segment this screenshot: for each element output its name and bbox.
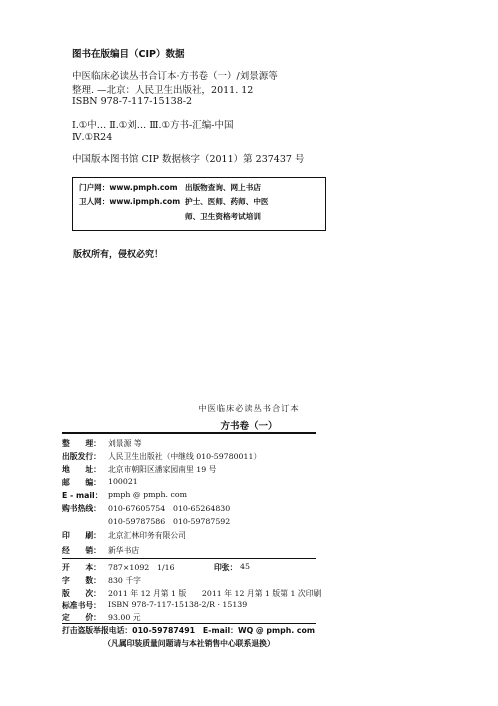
row-label: 字 数：	[62, 576, 101, 585]
row-label: 整 理：	[62, 439, 101, 448]
cip-heading: 图书在版编目（CIP）数据	[72, 49, 185, 60]
row-value: pmph @ pmph. com	[108, 490, 187, 499]
piracy-report-line: 打击盗版举报电话：010-59787491 E-mail：WQ @ pmph. com	[62, 626, 316, 635]
row-value: 北京市朝阳区潘家园南里 19 号	[108, 465, 217, 474]
row-label: 地 址：	[62, 465, 101, 474]
row-label: 版 次：	[62, 589, 101, 598]
row-value: 93.00 元	[108, 613, 141, 622]
row-label: E - mail：	[62, 491, 103, 500]
row-label: 印 刷：	[62, 531, 101, 540]
series-title: 中医临床必读丛书合订本	[198, 403, 300, 413]
book-title: 方书卷（一）	[220, 421, 278, 432]
row-value: 100021	[108, 477, 138, 486]
divider	[62, 623, 316, 624]
health-description-2: 师、卫生资格考试培训	[185, 212, 261, 221]
row-value: 787×1092 1/16	[108, 563, 175, 572]
sheets-label: 印张：	[214, 563, 238, 572]
row-label: 经 销：	[62, 546, 101, 555]
row-label: 开 本：	[62, 563, 101, 572]
row-value: ISBN 978-7-117-15138-2/R · 15139	[108, 600, 248, 609]
row-value: 010-59787586 010-59787592	[108, 517, 231, 526]
row-value: 830 千字	[108, 576, 141, 585]
cip-line-title: 中医临床必读丛书合订本·方书卷（一）/刘景源等	[72, 71, 278, 82]
divider	[62, 558, 316, 559]
row-label: 定 价：	[62, 613, 101, 622]
row-label: 邮 编：	[62, 478, 101, 487]
copyright-notice: 版权所有，侵权必究！	[73, 250, 164, 260]
row-value: 刘景源 等	[108, 439, 142, 448]
return-policy-line: （凡属印装质量问题请与本社销售中心联系退换）	[103, 639, 275, 648]
row-value: 新华书店	[108, 546, 140, 555]
health-description-1: 护士、医师、药师、中医	[185, 197, 269, 206]
sheets-value: 45	[240, 562, 250, 571]
row-value: 北京汇林印务有限公司	[108, 531, 186, 540]
cip-line-isbn: ISBN 978-7-117-15138-2	[72, 96, 192, 107]
cip-line-clc: Ⅳ.①R24	[72, 132, 113, 143]
website-box	[72, 177, 326, 231]
row-value: 人民卫生出版社（中继线 010-59780011）	[108, 452, 262, 461]
row-value: 2011 年 12 月第 1 版 2011 年 12 月第 1 版第 1 次印刷	[108, 589, 322, 598]
row-label: 标准书号：	[62, 601, 101, 610]
row-label: 出版发行：	[62, 452, 101, 461]
cip-line-record-number: 中国版本图书馆 CIP 数据核字（2011）第 237437 号	[72, 154, 305, 165]
cip-line-publisher: 整理. —北京：人民卫生出版社，2011. 12	[72, 85, 254, 96]
cip-line-classification: Ⅰ.①中… Ⅱ.①刘… Ⅲ.①方书-汇编-中国	[72, 120, 234, 131]
portal-description: 出版物查询、网上书店	[185, 183, 261, 192]
portal-website: 门户网：www.pmph.com	[79, 183, 178, 192]
row-value: 010-67605754 010-65264830	[108, 504, 231, 513]
row-label: 购书热线：	[62, 504, 101, 513]
title-rule	[62, 432, 316, 434]
health-website: 卫人网：www.ipmph.com	[79, 197, 181, 206]
